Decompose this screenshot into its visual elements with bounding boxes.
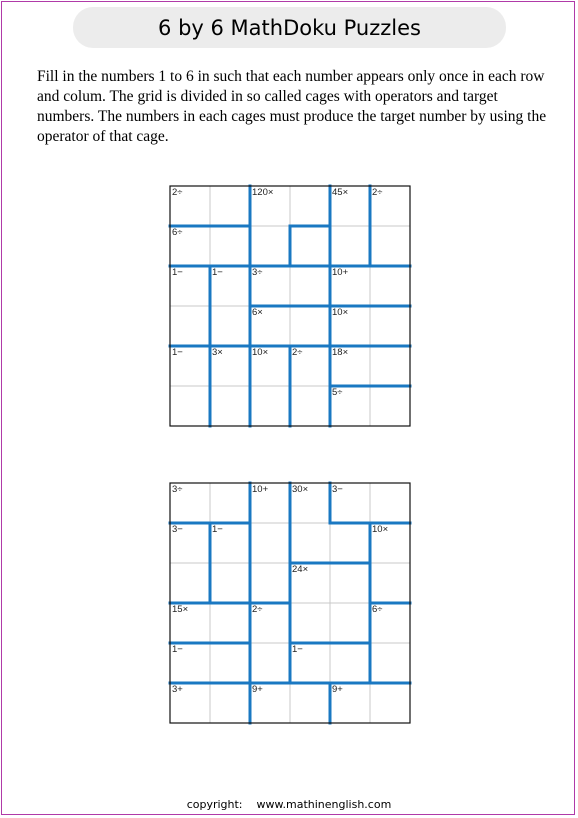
cage-clue: 45×: [332, 187, 349, 198]
cage-clue: 2÷: [172, 187, 183, 198]
cage-clue: 9+: [332, 684, 343, 695]
cage-clue: 1−: [292, 644, 303, 655]
cage-clue: 5÷: [332, 387, 343, 398]
mathdoku-grid-2[interactable]: [170, 483, 410, 723]
cage-clue: 10+: [332, 267, 349, 278]
cage-clue: 6×: [252, 307, 263, 318]
cage-clue: 10×: [252, 347, 269, 358]
cage-clue: 3+: [172, 684, 183, 695]
grid-lines: [170, 186, 410, 426]
cage-clue: 9+: [252, 684, 263, 695]
cage-clue: 2÷: [252, 604, 263, 615]
cage-clue: 3÷: [172, 484, 183, 495]
cage-clue: 6÷: [372, 604, 383, 615]
page-title: 6 by 6 MathDoku Puzzles: [73, 7, 506, 48]
cage-clue: 18×: [332, 347, 349, 358]
cage-clue: 1−: [172, 644, 183, 655]
mathdoku-grid-1[interactable]: [170, 186, 410, 426]
instructions-text: Fill in the numbers 1 to 6 in such that each number appears only once in each row and colum. The grid is divided in so called cages with operators and target numbers. The numbers in each cages must produce the target number by using the operator of that cage.: [37, 68, 547, 145]
cage-clue: 120×: [252, 187, 274, 198]
cage-clue: 6÷: [172, 227, 183, 238]
cage-clue: 3−: [172, 524, 183, 535]
cage-clue: 1−: [212, 524, 223, 535]
cage-clue: 30×: [292, 484, 309, 495]
cage-clue: 3÷: [252, 267, 263, 278]
cage-clue: 3−: [332, 484, 343, 495]
cage-clue: 10×: [332, 307, 349, 318]
cage-clue: 1−: [172, 347, 183, 358]
cage-clue: 3×: [212, 347, 223, 358]
cage-clue: 15×: [172, 604, 189, 615]
cage-clue: 1−: [212, 267, 223, 278]
cage-clue: 10×: [372, 524, 389, 535]
cage-clue: 10+: [252, 484, 269, 495]
cage-clue: 2÷: [372, 187, 383, 198]
cage-clue: 2÷: [292, 347, 303, 358]
copyright-label: copyright:: [186, 798, 243, 811]
copyright-url[interactable]: www.mathinenglish.com: [256, 798, 392, 811]
copyright-footer: [0, 798, 578, 811]
cage-clue: 1−: [172, 267, 183, 278]
grid-lines: [170, 483, 410, 723]
cage-clue: 24×: [292, 564, 309, 575]
